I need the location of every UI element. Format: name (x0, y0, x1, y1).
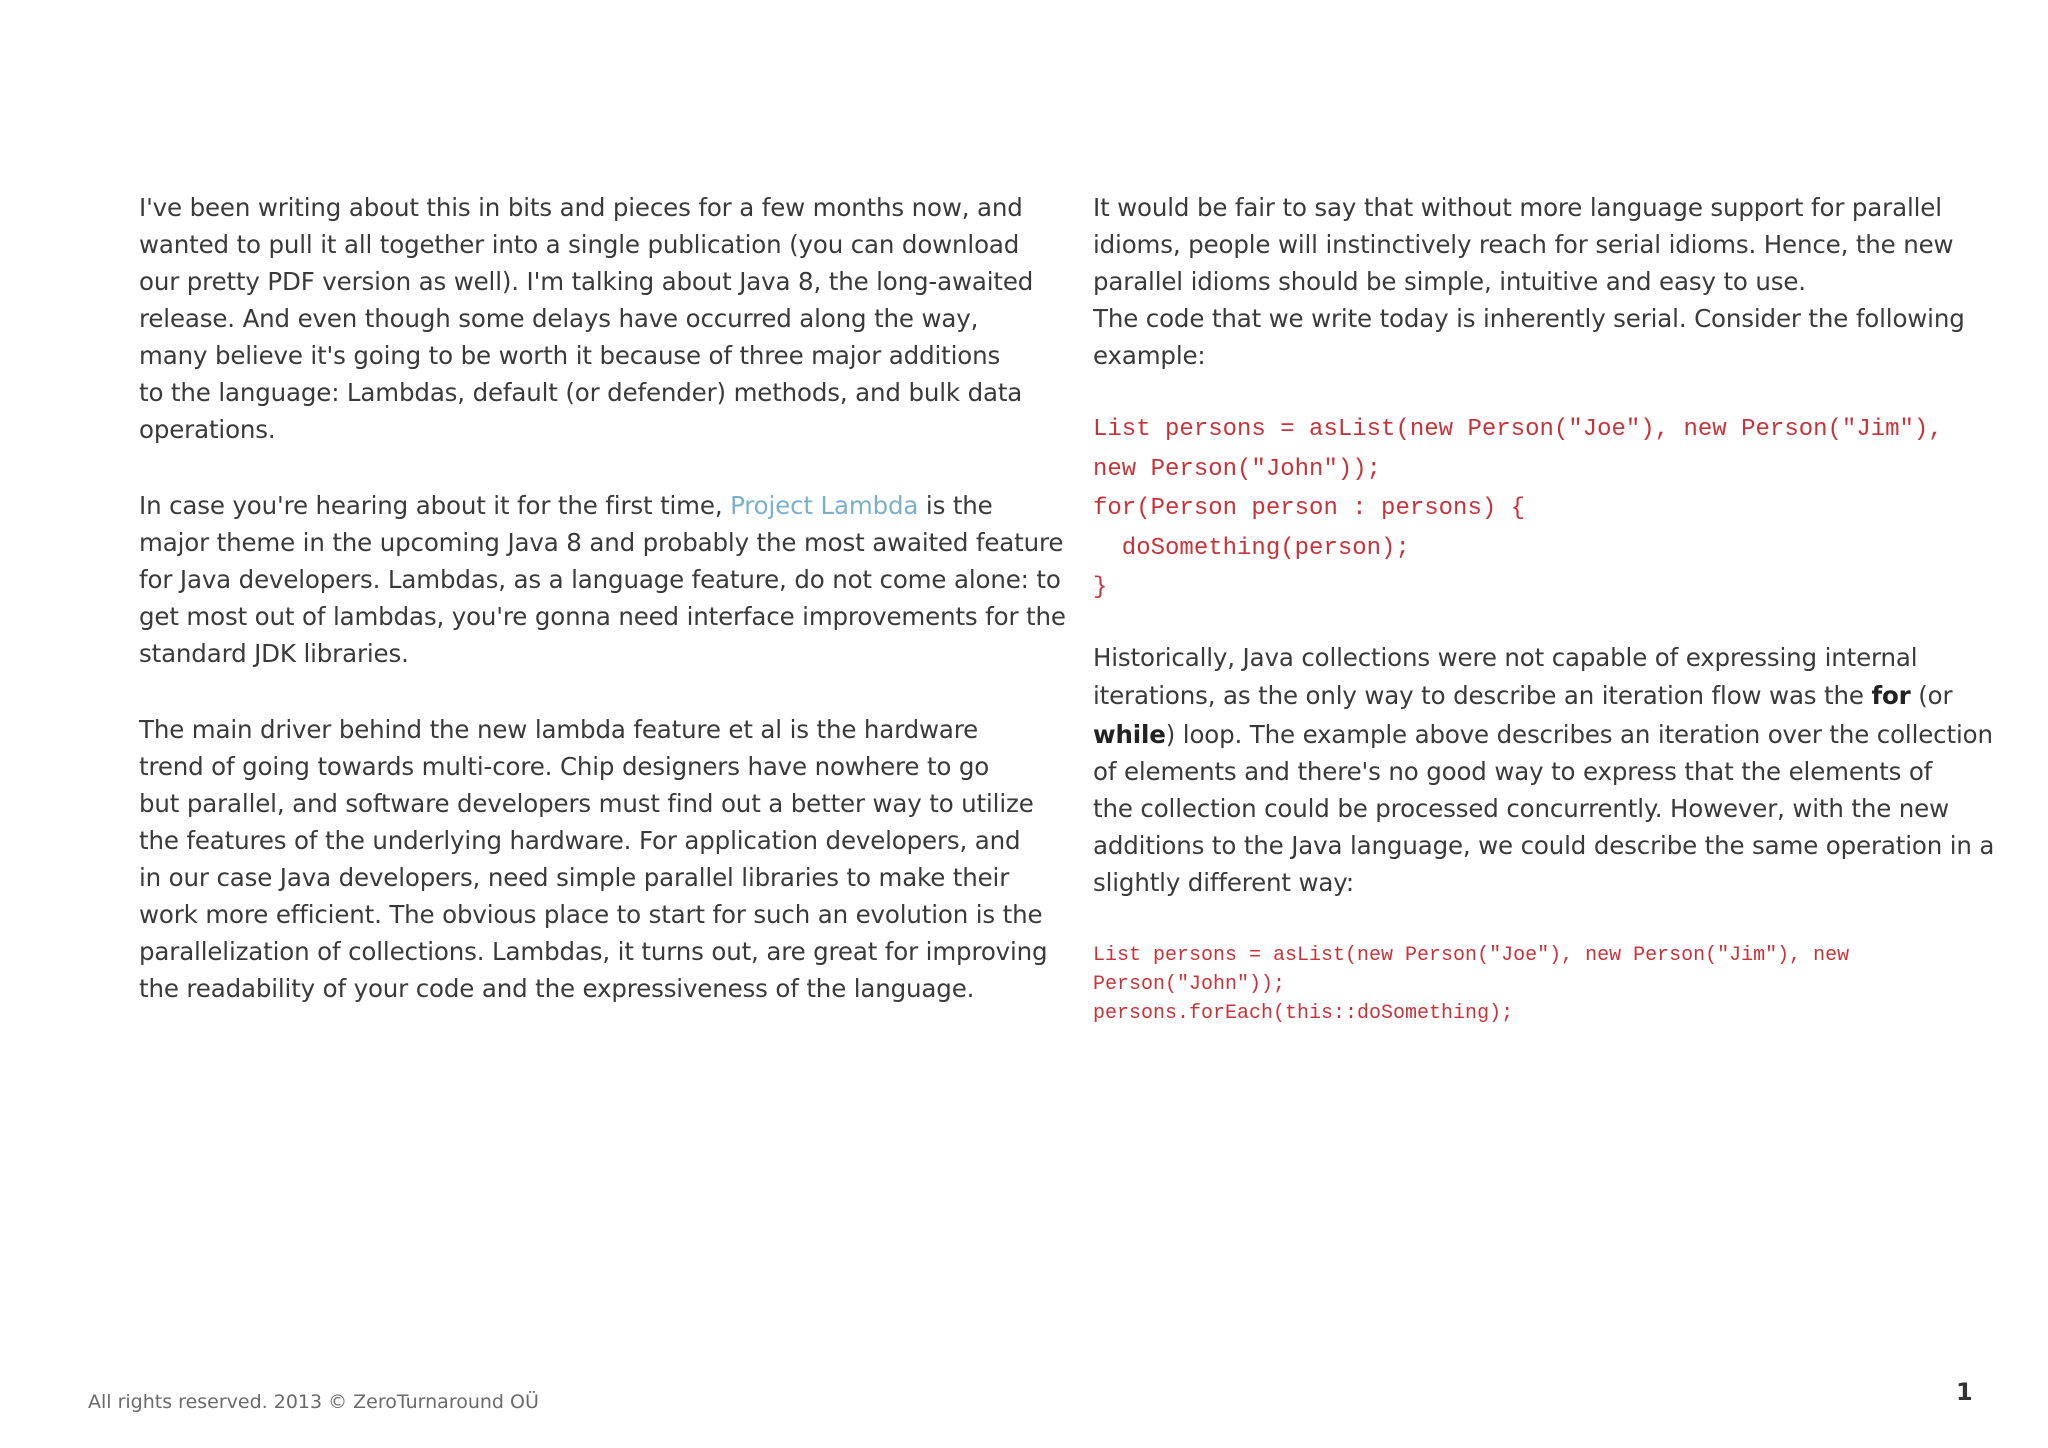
text-segment: (or (1910, 681, 1953, 710)
project-lambda-link[interactable]: Project Lambda (730, 491, 919, 520)
text-segment: is the (918, 491, 993, 520)
text-line: to the language: Lambdas, default (or defender) methods, and bulk data (139, 378, 1023, 407)
text-line: release. And even though some delays have occurred along the way, (139, 304, 979, 333)
text-line: the features of the underlying hardware. For application developers, and (139, 826, 1021, 855)
project-lambda-paragraph (139, 487, 1066, 672)
text-line: in our case Java developers, need simple parallel libraries to make their (139, 863, 1010, 892)
text-line: slightly different way: (1093, 867, 1354, 897)
right-column (1093, 189, 1995, 1028)
text-line: additions to the Java language, we could describe the same operation in a (1093, 830, 1995, 860)
text-line: work more efficient. The obvious place to start for such an evolution is the (139, 900, 1043, 929)
text-line: The main driver behind the new lambda feature et al is the hardware (139, 715, 979, 744)
text-line: major theme in the upcoming Java 8 and probably the most awaited feature (139, 528, 1064, 557)
intro-paragraph (139, 189, 1034, 448)
text-line: trend of going towards multi-core. Chip designers have nowhere to go (139, 752, 990, 781)
parallel-idioms-paragraph (1093, 189, 1973, 374)
code-line: persons.forEach(this::doSomething); (1093, 1001, 1514, 1025)
text-line: example: (1093, 341, 1206, 370)
foreach-code-block (1093, 941, 1973, 1028)
left-column (139, 189, 1066, 1007)
text-line: parallelization of collections. Lambdas, it turns out, are great for improving (139, 937, 1048, 966)
text-segment: ) loop. The example above describes an iteration over the collection (1165, 719, 1993, 749)
text-line: for Java developers. Lambdas, as a language feature, do not come alone: to (139, 565, 1061, 594)
copyright-footer: All rights reserved. 2013 © ZeroTurnaround OÜ (88, 1391, 539, 1413)
code-line: List persons = asList(new Person("Joe"), new Person("Jim"), (1093, 416, 1943, 443)
historically-paragraph (1093, 639, 1995, 901)
serial-code-block (1093, 410, 1973, 608)
text-line (139, 487, 1019, 524)
code-line: Person("John")); (1093, 972, 1286, 996)
text-line: It would be fair to say that without more language support for parallel (1093, 193, 1942, 222)
page-number: 1 (1956, 1378, 1973, 1406)
text-line: many believe it's going to be worth it because of three major additions (139, 341, 1001, 370)
text-line: The code that we write today is inherently serial. Consider the following (1093, 304, 1965, 333)
text-line (1093, 716, 1993, 753)
text-line: I've been writing about this in bits and pieces for a few months now, and (139, 193, 1023, 222)
code-line: doSomething(person); (1093, 534, 1410, 562)
text-line: parallel idioms should be simple, intuitive and easy to use. (1093, 267, 1806, 296)
text-line: the collection could be processed concurrently. However, with the new (1093, 793, 1949, 823)
code-line: List persons = asList(new Person("Joe"), new Person("Jim"), new (1093, 943, 1850, 967)
while-keyword: while (1093, 719, 1166, 749)
text-line: but parallel, and software developers must find out a better way to utilize (139, 789, 1034, 818)
text-segment: iterations, as the only way to describe an iteration flow was the (1093, 681, 1872, 710)
text-line: standard JDK libraries. (139, 639, 409, 668)
text-line: the readability of your code and the expressiveness of the language. (139, 974, 975, 1003)
text-line: idioms, people will instinctively reach for serial idioms. Hence, the new (1093, 230, 1954, 259)
code-line: for(Person person : persons) { (1093, 495, 1526, 522)
code-line: new Person("John")); (1093, 455, 1382, 483)
text-line: operations. (139, 415, 276, 444)
main-driver-paragraph (139, 711, 1048, 1007)
text-segment: In case you're hearing about it for the first time, (139, 491, 731, 520)
text-line: Historically, Java collections were not capable of expressing internal (1093, 642, 1918, 672)
text-line: of elements and there's no good way to express that the elements of (1093, 756, 1933, 786)
text-line: get most out of lambdas, you're gonna need interface improvements for the (139, 602, 1066, 631)
code-line: } (1093, 574, 1108, 601)
text-line: our pretty PDF version as well). I'm talking about Java 8, the long-awaited (139, 267, 1034, 296)
text-line (1093, 677, 1973, 716)
for-keyword: for (1871, 681, 1911, 710)
text-line: wanted to pull it all together into a single publication (you can download (139, 230, 1020, 259)
